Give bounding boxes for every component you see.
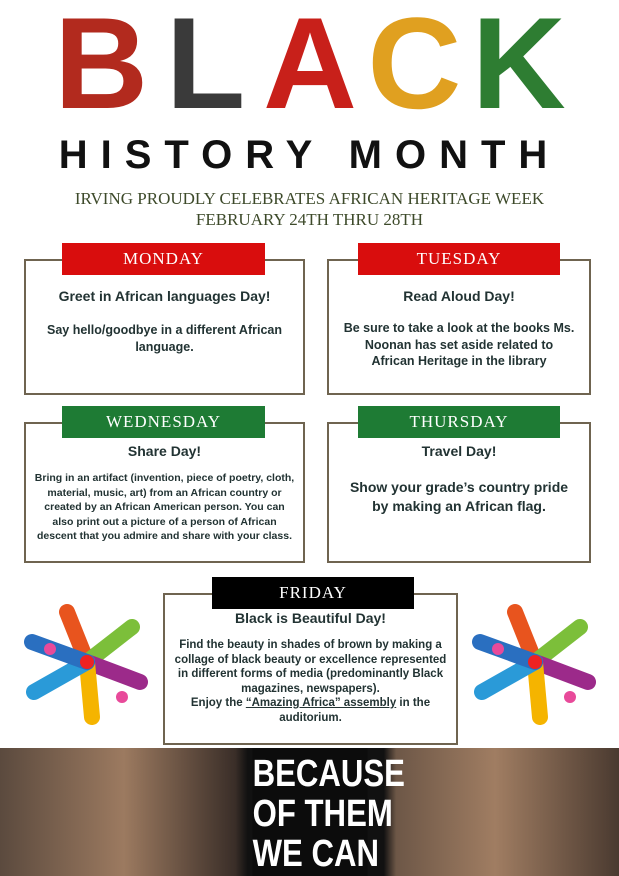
unity-hands-icon [470,597,600,727]
day-description: Say hello/goodbye in a different African language. [47,323,282,354]
day-title: Travel Day! [421,443,497,459]
friday-desc: Find the beauty in shades of brown by making a collage of black beauty or excellence represented in different forms of media (predominantly Black magazines, newspapers). [174,639,447,695]
wednesday-label: WEDNESDAY [62,406,265,438]
title-letter: K [471,0,562,136]
intro-text [0,188,619,230]
slogan-line: WE CAN [252,833,379,875]
thursday-card [327,422,591,563]
thursday-label: THURSDAY [358,406,560,438]
day-description: Be sure to take a look at the books Ms. Noonan has set aside related to African Heritage in the library [343,321,575,368]
day-description: Bring in an artifact (invention, piece of poetry, cloth, material, music, art) from an African country or created by an African American person. You can also print out a picture of a person of African descent that you admire and share with your class. [34,472,295,542]
title-letter: B [54,0,145,136]
day-description [169,638,452,725]
friday-card [163,593,458,745]
black-title [48,0,568,136]
day-title: Read Aloud Day! [403,288,515,304]
intro-line: FEBRUARY 24TH THRU 28TH [195,210,424,229]
title-letter: L [165,0,242,136]
banner-slogan [252,748,405,876]
day-title: Black is Beautiful Day! [235,610,386,626]
tuesday-card [327,259,591,395]
day-title: Greet in African languages Day! [58,288,271,304]
enjoy-text: in the auditorium. [279,697,431,724]
slogan-line: OF THEM [252,793,393,835]
title-letter: C [367,0,458,136]
wednesday-card [24,422,305,563]
day-title: Share Day! [127,443,202,459]
intro-line: IRVING PROUDLY CELEBRATES AFRICAN HERITAGE WEEK [74,189,545,208]
history-month-title: HISTORY MONTH [58,133,561,177]
assembly-link[interactable]: “Amazing Africa” assembly [245,697,397,709]
monday-label: MONDAY [62,243,265,275]
monday-card [24,259,305,395]
tuesday-label: TUESDAY [358,243,560,275]
friday-label: FRIDAY [212,577,414,609]
enjoy-text: Enjoy the [190,697,246,709]
day-description: Show your grade’s country pride by making an African flag. [349,479,569,514]
title-letter: A [263,0,353,136]
unity-hands-icon [22,597,152,727]
slogan-line: BECAUSE [252,753,405,795]
